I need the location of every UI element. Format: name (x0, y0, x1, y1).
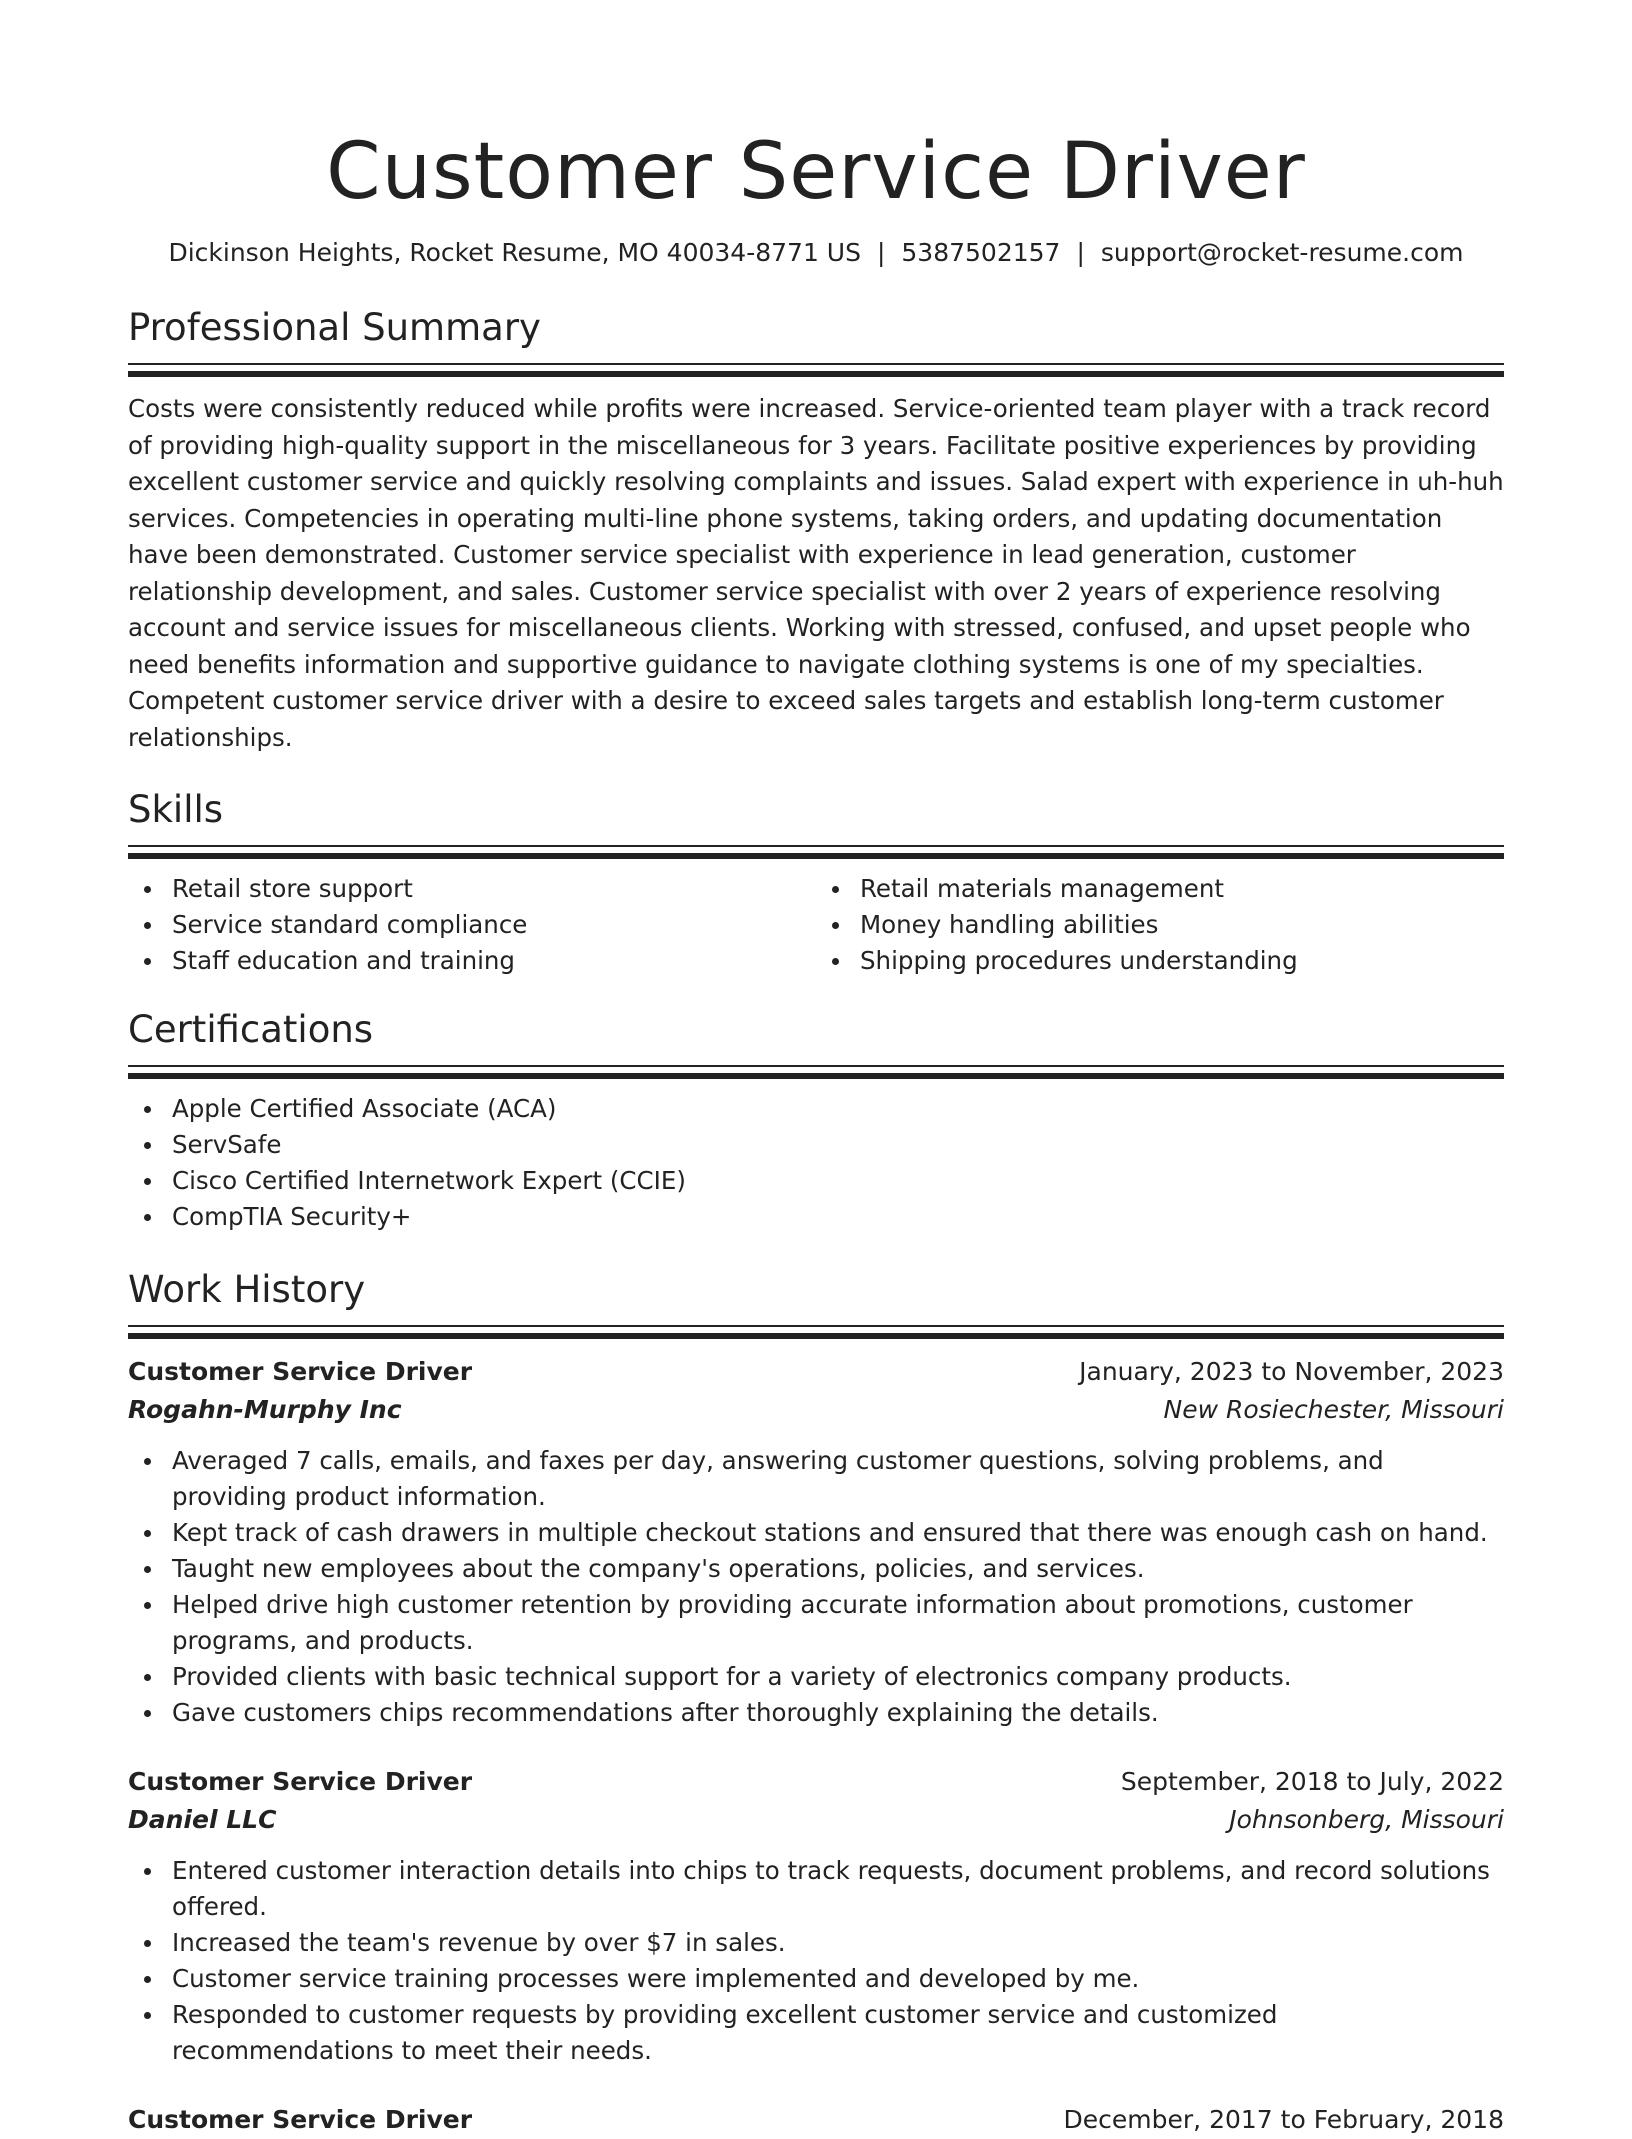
job-title: Customer Service Driver (128, 1357, 473, 1386)
skills-grid (128, 871, 1504, 979)
job-bullet: Increased the team's revenue by over $7 in sales. (172, 1925, 1504, 1961)
summary-text: Costs were consistently reduced while profits were increased. Service-oriented team player with a track record of providing high-quality support in the miscellaneous for 3 years. Facilitate positive experiences by providing excellent customer service and quickly resolving complaints and issues. Salad expert with experience in uh-huh services. Competencies in operating multi-line phone systems, taking orders, and updating documentation have been demonstrated. Customer service specialist with experience in lead generation, customer relationship development, and sales. Customer service specialist with over 2 years of experience resolving account and service issues for miscellaneous clients. Working with stressed, confused, and upset people who need benefits information and supportive guidance to navigate clothing systems is one of my specialties. Competent customer service driver with a desire to exceed sales targets and establish long-term customer relationships. (128, 394, 1504, 752)
skills-heading: Skills (128, 788, 224, 831)
summary-heading: Professional Summary (128, 306, 541, 349)
certification-item: Cisco Certified Internetwork Expert (CCIE) (172, 1163, 1504, 1199)
contact-separator: | (876, 238, 886, 267)
job-title: Customer Service Driver (128, 1767, 473, 1796)
contact-line (128, 236, 1504, 270)
section-divider (128, 363, 1504, 377)
certifications-list (128, 1091, 1504, 1235)
job-bullet: Taught new employees about the company's operations, policies, and services. (172, 1551, 1504, 1587)
job-dates: January, 2023 to November, 2023 (1079, 1357, 1504, 1386)
certifications-section (128, 1005, 1504, 1235)
skills-list-right (816, 871, 1504, 979)
work-history-section (128, 1265, 1504, 2139)
skill-item: Service standard compliance (172, 907, 816, 943)
skills-section (128, 785, 1504, 979)
job-bullets (128, 1443, 1504, 1731)
section-divider (128, 845, 1504, 859)
skill-item: Staff education and training (172, 943, 816, 979)
job-subheader (128, 1801, 1504, 1839)
skills-list-left (128, 871, 816, 979)
contact-address: Dickinson Heights, Rocket Resume, MO 40034-8771 US (168, 238, 861, 267)
contact-separator: | (1076, 238, 1085, 267)
job-entry (128, 2101, 1504, 2139)
job-bullet: Helped drive high customer retention by providing accurate information about promotions, customer programs, and products. (172, 1587, 1504, 1659)
summary-section (128, 303, 1504, 756)
skill-item: Money handling abilities (860, 907, 1504, 943)
skill-item: Retail materials management (860, 871, 1504, 907)
skill-item: Retail store support (172, 871, 816, 907)
job-title: Customer Service Driver (128, 2105, 473, 2134)
job-dates: December, 2017 to February, 2018 (1063, 2105, 1504, 2134)
work-history-heading: Work History (128, 1268, 366, 1311)
job-bullet: Provided clients with basic technical support for a variety of electronics company products. (172, 1659, 1504, 1695)
job-bullets (128, 1853, 1504, 2069)
job-entry (128, 1763, 1504, 2069)
job-header (128, 1353, 1504, 1391)
candidate-name: Customer Service Driver (326, 127, 1306, 217)
job-bullet: Kept track of cash drawers in multiple checkout stations and ensured that there was enough cash on hand. (172, 1515, 1504, 1551)
contact-phone: 5387502157 (901, 238, 1061, 267)
contact-email[interactable]: support@rocket-resume.com (1100, 238, 1464, 267)
job-location: New Rosiechester, Missouri (1163, 1395, 1504, 1424)
job-bullet: Averaged 7 calls, emails, and faxes per day, answering customer questions, solving problems, and providing product information. (172, 1443, 1504, 1515)
job-header (128, 2101, 1504, 2139)
certification-item: Apple Certified Associate (ACA) (172, 1091, 1504, 1127)
job-entry (128, 1353, 1504, 1731)
section-divider (128, 1065, 1504, 1079)
resume-page (128, 0, 1504, 2139)
certification-item: CompTIA Security+ (172, 1199, 1504, 1235)
job-bullet: Gave customers chips recommendations after thoroughly explaining the details. (172, 1695, 1504, 1731)
job-dates: September, 2018 to July, 2022 (1120, 1767, 1504, 1796)
job-subheader (128, 1391, 1504, 1429)
skill-item: Shipping procedures understanding (860, 943, 1504, 979)
job-company: Daniel LLC (128, 1805, 277, 1834)
job-header (128, 1763, 1504, 1801)
job-bullet: Entered customer interaction details into chips to track requests, document problems, and record solutions offered. (172, 1853, 1504, 1925)
job-bullet: Responded to customer requests by providing excellent customer service and customized recommendations to meet their needs. (172, 1997, 1504, 2069)
job-location: Johnsonberg, Missouri (1229, 1805, 1504, 1834)
certification-item: ServSafe (172, 1127, 1504, 1163)
section-divider (128, 1325, 1504, 1339)
certifications-heading: Certifications (128, 1008, 374, 1051)
job-bullet: Customer service training processes were implemented and developed by me. (172, 1961, 1504, 1997)
job-company: Rogahn-Murphy Inc (128, 1395, 402, 1424)
